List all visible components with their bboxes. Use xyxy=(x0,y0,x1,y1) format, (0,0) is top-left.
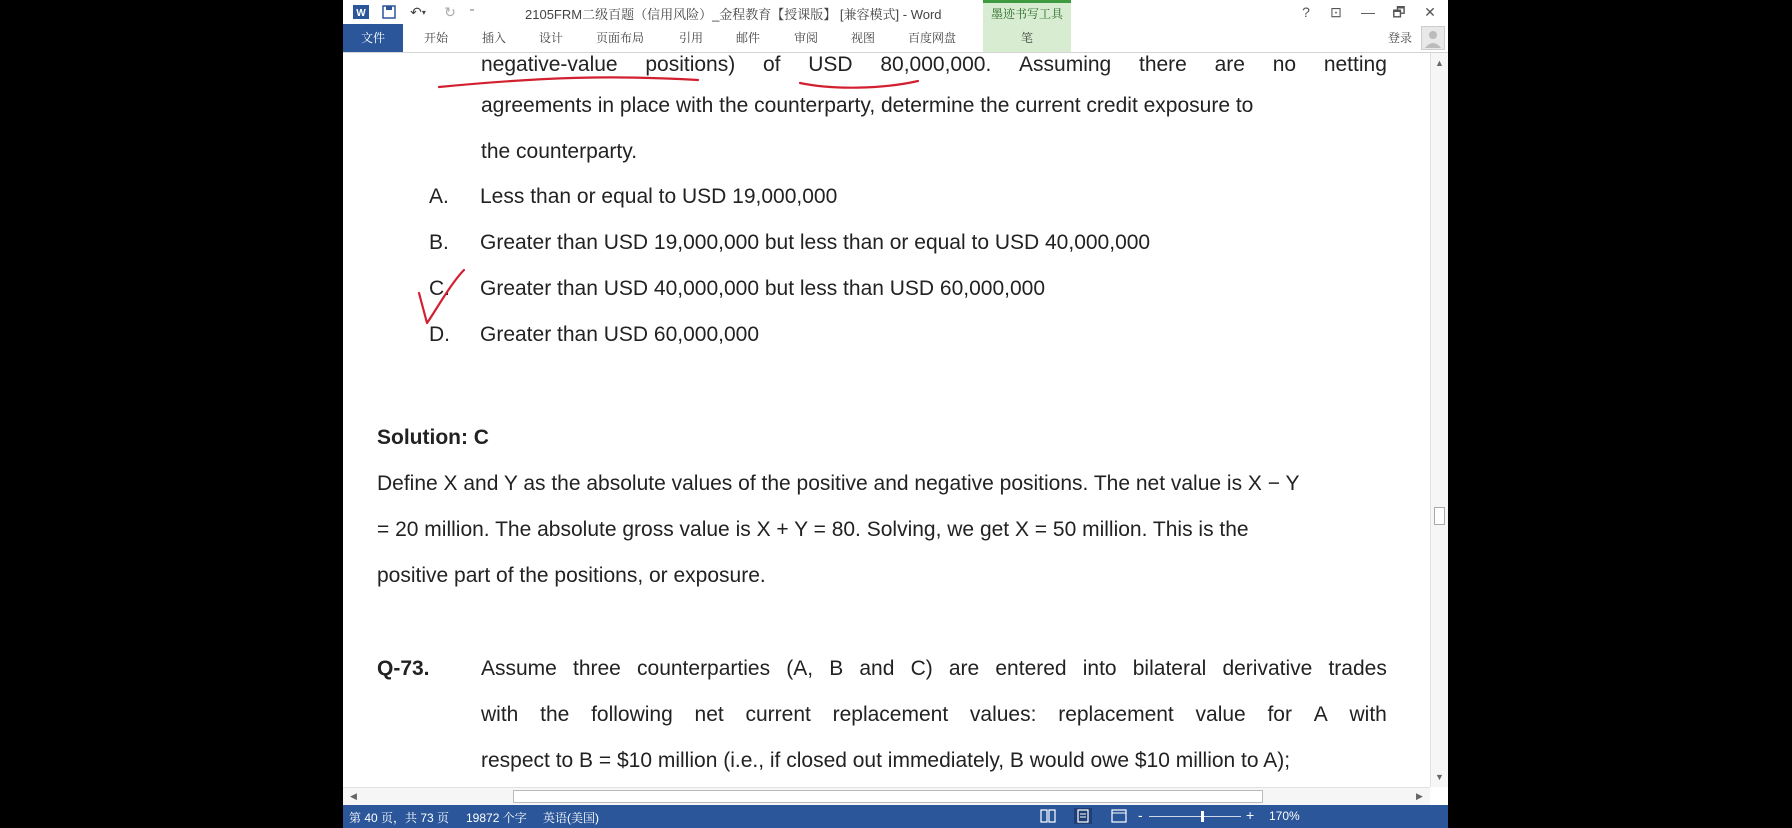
word: value xyxy=(1195,703,1246,726)
word: for xyxy=(1267,703,1292,726)
vertical-scrollbar[interactable] xyxy=(1430,53,1448,787)
status-bar xyxy=(343,805,1448,828)
tab-pen-label: 笔 xyxy=(1021,31,1034,45)
word: replacement xyxy=(1058,703,1174,726)
undo-icon[interactable]: ↶ ▾ xyxy=(410,3,426,20)
word: counterparties xyxy=(637,657,771,680)
zoom-in-button[interactable]: + xyxy=(1246,807,1255,823)
horizontal-scroll-thumb[interactable] xyxy=(513,790,1263,803)
option-c-text: Greater than USD 40,000,000 but less than USD 60,000,000 xyxy=(480,277,1046,300)
word: and xyxy=(859,657,895,680)
tab-baidu-netdisk[interactable]: 百度网盘 xyxy=(908,31,957,45)
customize-qat-icon[interactable]: ⁼ xyxy=(469,6,475,18)
word: three xyxy=(573,657,621,680)
word: bilateral xyxy=(1132,657,1207,680)
save-icon[interactable] xyxy=(379,2,399,22)
ink-underline-80000000 xyxy=(800,81,918,88)
tab-design[interactable]: 设计 xyxy=(539,31,564,45)
tab-pen[interactable] xyxy=(983,24,1071,52)
solution-heading: Solution: C xyxy=(377,426,489,449)
tab-home[interactable]: 开始 xyxy=(424,31,449,45)
option-c-letter: C. xyxy=(429,277,450,300)
tab-view[interactable]: 视图 xyxy=(851,31,876,45)
word: into xyxy=(1082,657,1117,680)
word: there xyxy=(1138,53,1187,76)
option-a-letter: A. xyxy=(429,185,449,208)
scroll-left-arrow-icon[interactable]: ◀ xyxy=(350,791,357,801)
tab-references[interactable]: 引用 xyxy=(679,31,704,45)
ink-underline-negative-value xyxy=(439,77,698,87)
language-indicator[interactable]: 英语(美国) xyxy=(543,811,599,825)
tab-file[interactable]: 文件 xyxy=(343,24,403,52)
word: C) xyxy=(910,657,933,680)
question-line-2: agreements in place with the counterparty, determine the current credit exposure to xyxy=(481,94,1254,117)
svg-text:W: W xyxy=(356,8,366,19)
word: Assume xyxy=(481,657,557,680)
zoom-out-button[interactable]: - xyxy=(1138,807,1143,823)
next-question-line-3: respect to B = $10 million (i.e., if closed out immediately, B would owe $10 million to A); xyxy=(481,749,1291,772)
solution-line-3: positive part of the positions, or exposure. xyxy=(377,564,766,587)
word: Assuming xyxy=(1019,53,1112,76)
option-b-letter: B. xyxy=(429,231,449,254)
word: are xyxy=(948,657,980,680)
redo-icon[interactable]: ↻ xyxy=(444,3,456,20)
word-icon[interactable] xyxy=(351,2,371,22)
sign-in-link[interactable]: 登录 xyxy=(1388,31,1413,45)
word: net xyxy=(694,703,724,726)
ribbon-display-options-button[interactable]: ⊡ xyxy=(1330,4,1342,20)
web-layout-icon[interactable] xyxy=(1111,809,1127,826)
ink-checkmark-option-c xyxy=(419,270,464,323)
question-line-3: the counterparty. xyxy=(481,140,638,163)
ink-annotations xyxy=(343,53,1430,787)
help-button[interactable]: ? xyxy=(1302,4,1310,20)
page-count[interactable]: 第 40 页，共 73 页 xyxy=(349,811,450,825)
word: are xyxy=(1214,53,1245,76)
word: the xyxy=(540,703,570,726)
word: with xyxy=(1349,703,1387,726)
tab-insert[interactable]: 插入 xyxy=(482,31,507,45)
option-d-letter: D. xyxy=(429,323,450,346)
word: (A, xyxy=(786,657,814,680)
close-button[interactable]: ✕ xyxy=(1424,4,1436,20)
word: trades xyxy=(1328,657,1387,680)
word: entered xyxy=(995,657,1067,680)
tab-review[interactable]: 审阅 xyxy=(794,31,819,45)
word: replacement xyxy=(832,703,949,726)
avatar[interactable] xyxy=(1421,26,1445,50)
minimize-button[interactable]: — xyxy=(1361,4,1375,20)
next-question-number: Q-73. xyxy=(377,657,430,680)
ribbon-tabs xyxy=(343,24,1448,53)
print-layout-icon[interactable] xyxy=(1074,808,1092,824)
option-a-text: Less than or equal to USD 19,000,000 xyxy=(480,185,838,208)
word: positions) xyxy=(645,53,736,76)
solution-line-1: Define X and Y as the absolute values of the positive and negative positions. The net value is X − Y xyxy=(377,472,1300,495)
title-bar xyxy=(343,0,1448,24)
read-mode-icon[interactable] xyxy=(1040,809,1056,826)
zoom-slider-thumb[interactable] xyxy=(1201,811,1204,822)
word: USD xyxy=(808,53,853,76)
tab-page-layout[interactable]: 页面布局 xyxy=(596,31,645,45)
scroll-up-arrow-icon[interactable]: ▲ xyxy=(1435,58,1444,68)
word: following xyxy=(591,703,673,726)
word: 80,000,000. xyxy=(880,53,992,76)
word: values: xyxy=(969,703,1037,726)
word: B xyxy=(829,657,844,680)
restore-button[interactable]: 🗗 xyxy=(1392,4,1406,20)
scroll-down-arrow-icon[interactable]: ▼ xyxy=(1435,772,1444,782)
tab-mailings[interactable]: 邮件 xyxy=(736,31,761,45)
zoom-level[interactable]: 170% xyxy=(1269,809,1300,823)
word: netting xyxy=(1323,53,1387,76)
solution-line-2: = 20 million. The absolute gross value is X + Y = 80. Solving, we get X = 50 million. This is the xyxy=(377,518,1249,541)
word: with xyxy=(481,703,519,726)
word: no xyxy=(1272,53,1297,76)
word: of xyxy=(762,53,781,76)
window-title: 2105FRM二级百题（信用风险）_金程教育【授课版】 [兼容模式] - Word xyxy=(525,7,942,22)
word: negative-value xyxy=(481,53,618,76)
word: derivative xyxy=(1222,657,1313,680)
scroll-right-arrow-icon[interactable]: ▶ xyxy=(1416,791,1423,801)
word: A xyxy=(1313,703,1328,726)
word-count[interactable]: 19872 个字 xyxy=(466,811,527,825)
ink-tools-group-label: 墨迹书写工具 xyxy=(983,0,1071,24)
word-window xyxy=(343,0,1448,828)
word: current xyxy=(745,703,811,726)
vertical-scroll-thumb[interactable] xyxy=(1434,507,1445,525)
horizontal-scrollbar[interactable] xyxy=(343,787,1430,805)
zoom-slider[interactable] xyxy=(1149,816,1241,817)
option-d-text: Greater than USD 60,000,000 xyxy=(480,323,760,346)
option-b-text: Greater than USD 19,000,000 but less than or equal to USD 40,000,000 xyxy=(480,231,1151,254)
document-page[interactable] xyxy=(343,53,1430,787)
